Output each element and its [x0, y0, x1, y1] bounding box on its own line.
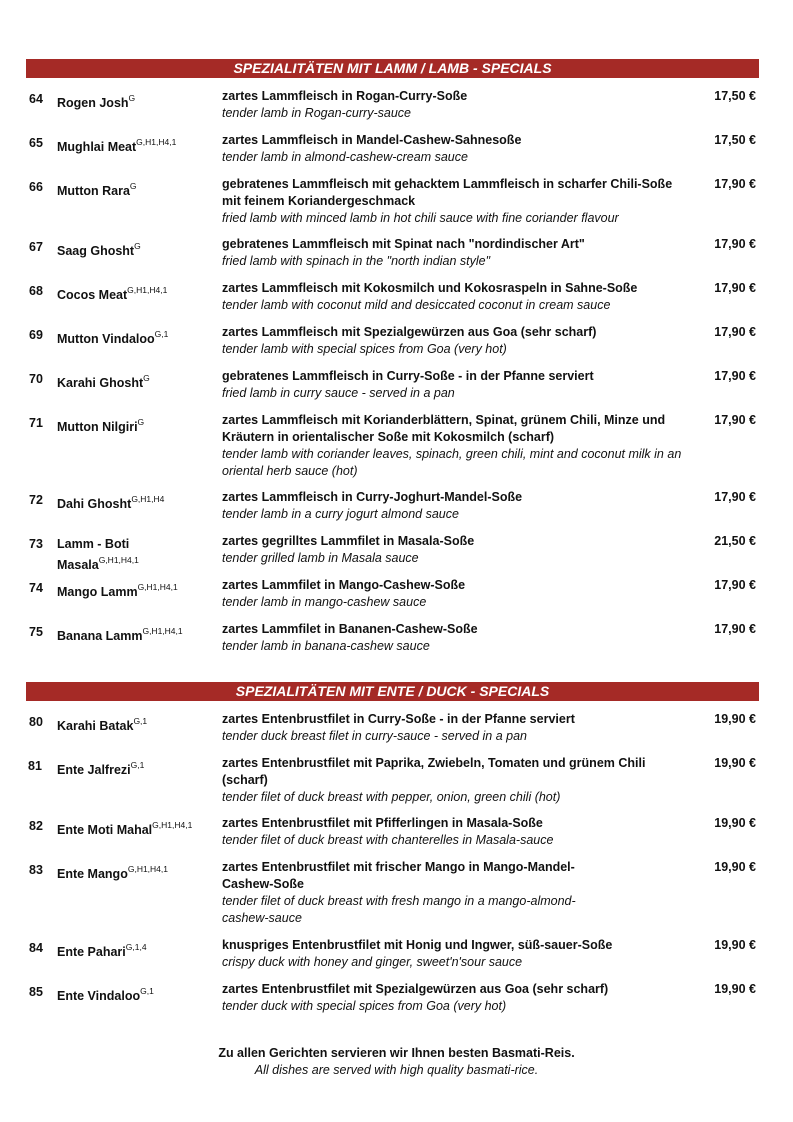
item-number: 64: [29, 92, 43, 106]
description-de: zartes Lammfilet in Bananen-Cashew-Soße: [222, 622, 478, 636]
description-en: tender duck breast filet in curry-sauce - served in a pan: [222, 729, 528, 743]
item-description: [222, 533, 692, 567]
description-en: tender lamb in banana-cashew sauce: [222, 639, 430, 653]
description-en: crispy duck with honey and ginger, sweet'n'sour sauce: [222, 955, 523, 969]
allergen-codes: G,H1,H4,1: [152, 820, 193, 830]
item-name: [57, 371, 217, 392]
description-en: fried lamb with minced lamb in hot chili sauce with fine coriander flavour: [222, 211, 619, 225]
item-description: [222, 280, 692, 314]
footer-note-de: Zu allen Gerichten servieren wir Ihnen besten Basmati-Reis.: [218, 1046, 575, 1060]
allergen-codes: G,H1,H4,1: [137, 582, 178, 592]
item-number: 70: [29, 372, 43, 386]
item-description: [222, 88, 692, 122]
item-description: [222, 937, 692, 971]
item-name-text: Ente Vindaloo: [57, 989, 141, 1004]
item-price: 17,90 €: [714, 369, 756, 383]
description-en: fried lamb with spinach in the "north indian style": [222, 254, 491, 268]
description-en: fried lamb in curry sauce - served in a pan: [222, 386, 455, 400]
description-de: gebratenes Lammfleisch mit Spinat nach "nordindischer Art": [222, 237, 585, 251]
item-price: 17,90 €: [714, 281, 756, 295]
description-en: tender lamb with coconut mild and desiccated coconut in cream sauce: [222, 298, 611, 312]
item-name: [57, 135, 217, 156]
allergen-codes: G,1: [133, 716, 148, 726]
item-name: [57, 624, 217, 645]
item-name-text: Karahi Ghosht: [57, 376, 144, 391]
item-name: [57, 327, 217, 348]
item-number: 67: [29, 240, 43, 254]
item-name-text: Ente Jalfrezi: [57, 763, 131, 778]
item-name: [57, 758, 217, 779]
allergen-codes: G,1: [154, 329, 169, 339]
item-description: [222, 176, 692, 227]
item-name: [57, 239, 217, 260]
description-en: tender filet of duck breast with pepper, onion, green chili (hot): [222, 790, 561, 804]
description-de: gebratenes Lammfleisch in Curry-Soße - in der Pfanne serviert: [222, 369, 594, 383]
item-price: 17,90 €: [714, 177, 756, 191]
item-price: 17,90 €: [714, 413, 756, 427]
lamb-section-bar: SPEZIALITÄTEN MIT LAMM / LAMB - SPECIALS: [26, 59, 759, 78]
description-en: tender lamb in almond-cashew-cream sauce: [222, 150, 468, 164]
description-de: zartes Entenbrustfilet in Curry-Soße - in der Pfanne serviert: [222, 712, 575, 726]
item-description: [222, 489, 692, 523]
item-description: [222, 324, 692, 358]
allergen-codes: G,1: [140, 986, 154, 996]
allergen-codes: G: [143, 373, 150, 383]
item-description: [222, 412, 692, 480]
description-de: knuspriges Entenbrustfilet mit Honig und Ingwer, süß-sauer-Soße: [222, 938, 613, 952]
description-de: zartes Entenbrustfilet mit Pfifferlingen in Masala-Soße: [222, 816, 543, 830]
description-en: tender duck with special spices from Goa (very hot): [222, 999, 507, 1013]
item-price: 19,90 €: [714, 712, 756, 726]
item-number: 82: [29, 819, 43, 833]
allergen-codes: G,H1,H4,1: [136, 137, 177, 147]
item-number: 66: [29, 180, 43, 194]
allergen-codes: G,H1,H4,1: [127, 864, 168, 874]
description-en: tender grilled lamb in Masala sauce: [222, 551, 419, 565]
item-name: [57, 984, 217, 1005]
description-de: zartes Lammfleisch in Curry-Joghurt-Mandel-Soße: [222, 490, 523, 504]
item-name-text: Ente Mango: [57, 867, 128, 882]
allergen-codes: G,H1,H4,1: [127, 285, 168, 295]
item-name-text: Mutton Rara: [57, 184, 130, 199]
item-name-text: Cocos Meat: [57, 288, 128, 303]
item-price: 21,50 €: [714, 534, 756, 548]
item-price: 17,50 €: [714, 89, 756, 103]
item-name: [57, 492, 217, 513]
item-name: [57, 580, 217, 601]
item-price: 17,90 €: [714, 325, 756, 339]
item-description: [222, 621, 692, 655]
item-description: [222, 711, 692, 745]
description-de: zartes Entenbrustfilet mit Spezialgewürzen aus Goa (sehr scharf): [222, 982, 609, 996]
description-de: zartes Lammfilet in Mango-Cashew-Soße: [222, 578, 466, 592]
item-number: 75: [29, 625, 43, 639]
description-en: tender filet of duck breast with chanterelles in Masala-sauce: [222, 833, 554, 847]
description-de: zartes Lammfleisch mit Spezialgewürzen aus Goa (sehr scharf): [222, 325, 597, 339]
item-number: 72: [29, 493, 43, 507]
item-name-text: Mutton Vindaloo: [57, 332, 155, 347]
allergen-codes: G: [128, 93, 136, 103]
item-name-text: Rogen Josh: [57, 96, 129, 111]
item-name: [57, 862, 217, 883]
item-name-text: Mughlai Meat: [57, 140, 137, 155]
item-number: 81: [28, 759, 42, 773]
item-number: 71: [29, 416, 43, 430]
item-number: 83: [29, 863, 43, 877]
description-de: zartes gegrilltes Lammfilet in Masala-Soße: [222, 534, 475, 548]
allergen-codes: G,1,4: [125, 942, 147, 952]
item-name-text: Dahi Ghosht: [57, 497, 132, 512]
item-name: [57, 818, 217, 839]
allergen-codes: G,H1,H4: [131, 494, 165, 504]
item-description: [222, 755, 692, 806]
description-de: zartes Entenbrustfilet mit frischer Mango in Mango-Mandel-Cashew-Soße: [222, 860, 575, 891]
allergen-codes: G: [137, 417, 145, 427]
item-name: [57, 283, 217, 304]
description-de: gebratenes Lammfleisch mit gehacktem Lammfleisch in scharfer Chili-Soße mit feinem Koriandergeschmack: [222, 177, 673, 208]
item-name-text: Ente Pahari: [57, 945, 126, 960]
item-description: [222, 577, 692, 611]
item-price: 17,90 €: [714, 490, 756, 504]
item-name: [57, 536, 187, 574]
allergen-codes: G,H1,H4,1: [142, 626, 183, 636]
item-number: 80: [29, 715, 43, 729]
allergen-codes: G,1: [130, 760, 145, 770]
footer-note-en: All dishes are served with high quality basmati-rice.: [254, 1063, 539, 1077]
item-price: 19,90 €: [714, 860, 756, 874]
description-de: zartes Lammfleisch in Mandel-Cashew-Sahnesoße: [222, 133, 522, 147]
description-en: tender lamb in mango-cashew sauce: [222, 595, 427, 609]
description-de: zartes Entenbrustfilet mit Paprika, Zwiebeln, Tomaten und grünem Chili (scharf): [222, 756, 646, 787]
item-name-text: Karahi Batak: [57, 719, 134, 734]
item-description: [222, 132, 692, 166]
item-price: 17,50 €: [714, 133, 756, 147]
footer-note: [0, 1045, 793, 1079]
description-en: tender lamb with special spices from Goa (very hot): [222, 342, 507, 356]
allergen-codes: G: [129, 181, 137, 191]
item-number: 68: [29, 284, 43, 298]
item-number: 73: [29, 537, 43, 551]
item-number: 65: [29, 136, 43, 150]
description-de: zartes Lammfleisch mit Kokosmilch und Kokosraspeln in Sahne-Soße: [222, 281, 638, 295]
description-de: zartes Lammfleisch in Rogan-Curry-Soße: [222, 89, 468, 103]
description-en: tender lamb in Rogan-curry-sauce: [222, 106, 411, 120]
item-description: [222, 981, 692, 1015]
item-number: 85: [29, 985, 43, 999]
item-description: [222, 368, 692, 402]
item-name: [57, 714, 217, 735]
item-name-text: Lamm - Boti Masala: [57, 537, 130, 573]
item-name-text: Saag Ghosht: [57, 244, 135, 259]
item-description: [222, 236, 692, 270]
description-en: tender filet of duck breast with fresh mango in a mango-almond-cashew-sauce: [222, 894, 576, 925]
item-name: [57, 179, 217, 200]
item-number: 84: [29, 941, 43, 955]
item-name: [57, 415, 217, 436]
item-price: 19,90 €: [714, 816, 756, 830]
duck-section-bar: SPEZIALITÄTEN MIT ENTE / DUCK - SPECIALS: [26, 682, 759, 701]
item-name: [57, 940, 217, 961]
item-name-text: Banana Lamm: [57, 629, 143, 644]
item-number: 74: [29, 581, 43, 595]
allergen-codes: G,H1,H4,1: [98, 555, 139, 565]
item-price: 17,90 €: [714, 622, 756, 636]
item-price: 17,90 €: [714, 237, 756, 251]
item-price: 19,90 €: [714, 938, 756, 952]
item-description: [222, 859, 622, 927]
allergen-codes: G: [134, 241, 141, 251]
item-description: [222, 815, 692, 849]
description-en: tender lamb with coriander leaves, spinach, green chili, mint and coconut milk in an oriental herb sauce (hot): [222, 447, 682, 478]
item-price: 19,90 €: [714, 756, 756, 770]
item-name-text: Ente Moti Mahal: [57, 823, 153, 838]
item-name-text: Mutton Nilgiri: [57, 420, 138, 435]
item-name: [57, 91, 217, 112]
item-price: 17,90 €: [714, 578, 756, 592]
description-en: tender lamb in a curry jogurt almond sauce: [222, 507, 459, 521]
item-number: 69: [29, 328, 43, 342]
description-de: zartes Lammfleisch mit Korianderblättern, Spinat, grünem Chili, Minze und Kräutern in orientalischer Soße mit Kokosmilch (scharf): [222, 413, 666, 444]
item-name-text: Mango Lamm: [57, 585, 138, 600]
item-price: 19,90 €: [714, 982, 756, 996]
